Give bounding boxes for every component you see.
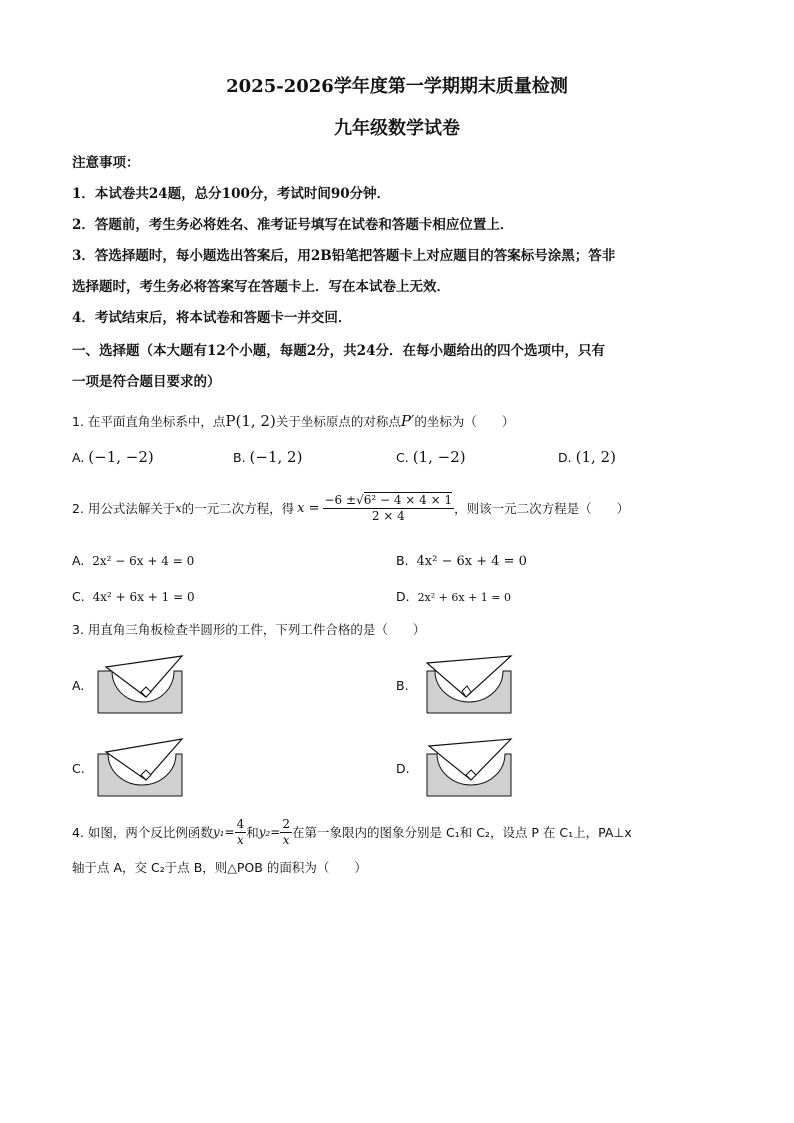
notice-item-2: 2．答题前，考生务必将姓名、准考证号填写在试卷和答题卡相应位置上． [72,217,514,233]
q2-option-c[interactable] [72,589,195,604]
q3-figure-a[interactable] [96,653,188,715]
q3-figure-d[interactable] [425,736,517,798]
option-label: D. [396,589,410,604]
q2-var: x [175,501,182,515]
option-label: B. [233,450,246,465]
notice-heading: 注意事项： [72,155,140,171]
q2-option-b[interactable] [396,553,527,569]
q3-option-b-label[interactable]: B. [396,678,409,693]
section-heading: 一、选择题（本大题有12个小题，每题2分，共24分．在每小题给出的四个选项中，只有 [72,343,605,359]
option-value: (1, 2) [575,448,616,466]
q2-option-a[interactable] [72,553,194,568]
q2-text-pre: 2. 用公式法解关于 [72,501,176,516]
q4-y1: y₁= [212,825,235,839]
q4-fraction-1 [235,817,247,848]
option-value: 4x² − 6x + 4 = 0 [416,554,527,569]
q4-text-rest: 在第一象限内的图象分别是 C₁和 C₂，设点 P 在 C₁上，PA⊥x [292,825,632,840]
option-label: C. [72,589,85,604]
sqrt-icon: √ [356,492,364,507]
option-value: 4x² + 6x + 1 = 0 [92,590,195,604]
q4-text-and: 和 [246,825,259,840]
option-label: C. [396,450,409,465]
q4-fraction-2 [280,817,292,848]
option-value: (−1, 2) [249,448,303,466]
question-2-stem [72,488,629,528]
q1-point-prime: P′ [400,412,415,430]
q4-y2: y₂= [258,825,281,839]
question-1-stem [72,412,514,430]
q3-figure-c[interactable] [96,736,188,798]
q2-denominator: 2 × 4 [371,508,405,523]
section-heading-cont: 一项是符合题目要求的） [72,374,221,390]
q1-option-a[interactable] [72,448,154,466]
q3-figure-b[interactable] [425,653,517,715]
question-3-stem: 3. 用直角三角板检查半圆形的工件，下列工件合格的是（ ） [72,622,426,637]
exam-title: 2025-2026学年度第一学期期末质量检测 [226,76,568,97]
q4-text-pre: 4. 如图，两个反比例函数 [72,825,213,840]
q2-text-mid: 的一元二次方程，得 [181,501,295,516]
q3-option-c-label[interactable]: C. [72,761,85,776]
q2-text-post: ，则该一元二次方程是（ ） [454,501,630,516]
option-label: A. [72,450,85,465]
q4-frac1-num: 4 [236,816,245,831]
option-label: A. [72,553,85,568]
q1-text-pre: 1. 在平面直角坐标系中，点 [72,414,226,429]
q1-text-post: 的坐标为（ ） [414,414,515,429]
q2-numerator [323,493,455,509]
q2-num-pre: −6 ± [324,492,357,507]
notice-item-3-cont: 选择题时，考生务必将答案写在答题卡上．写在本试卷上无效． [72,279,450,295]
q1-point: P(1, 2) [225,412,276,430]
q2-lhs: x = [297,500,320,516]
question-4-cont: 轴于点 A，交 C₂于点 B，则△POB 的面积为（ ） [72,860,367,875]
notice-item-1: 1．本试卷共24题，总分100分，考试时间90分钟． [72,186,391,202]
option-value: 2x² + 6x + 1 = 0 [417,591,512,604]
option-label: B. [396,553,409,568]
option-label: D. [558,450,572,465]
option-value: 2x² − 6x + 4 = 0 [92,554,195,568]
option-value: (−1, −2) [88,448,154,466]
q3-option-d-label[interactable]: D. [396,761,410,776]
q1-option-d[interactable] [558,448,616,466]
q4-frac2-den: x [282,832,290,847]
q4-frac1-den: x [236,832,244,847]
option-value: (1, −2) [412,448,466,466]
q3-option-a-label[interactable]: A. [72,678,85,693]
exam-subtitle: 九年级数学试卷 [334,118,460,139]
q4-frac2-num: 2 [282,816,291,831]
q1-option-b[interactable] [233,448,302,466]
q1-text-mid: 关于坐标原点的对称点 [275,414,401,429]
q1-option-c[interactable] [396,448,466,466]
q2-formula [323,493,455,524]
q2-option-d[interactable] [396,589,511,604]
notice-item-3: 3．答选择题时，每小题选出答案后，用2B铅笔把答题卡上对应题目的答案标号涂黑；答非 [72,248,616,264]
q2-radicand: 6² − 4 × 4 × 1 [363,492,453,507]
notice-item-4: 4．考试结束后，将本试卷和答题卡一并交回． [72,310,352,326]
question-4-stem [72,812,632,852]
